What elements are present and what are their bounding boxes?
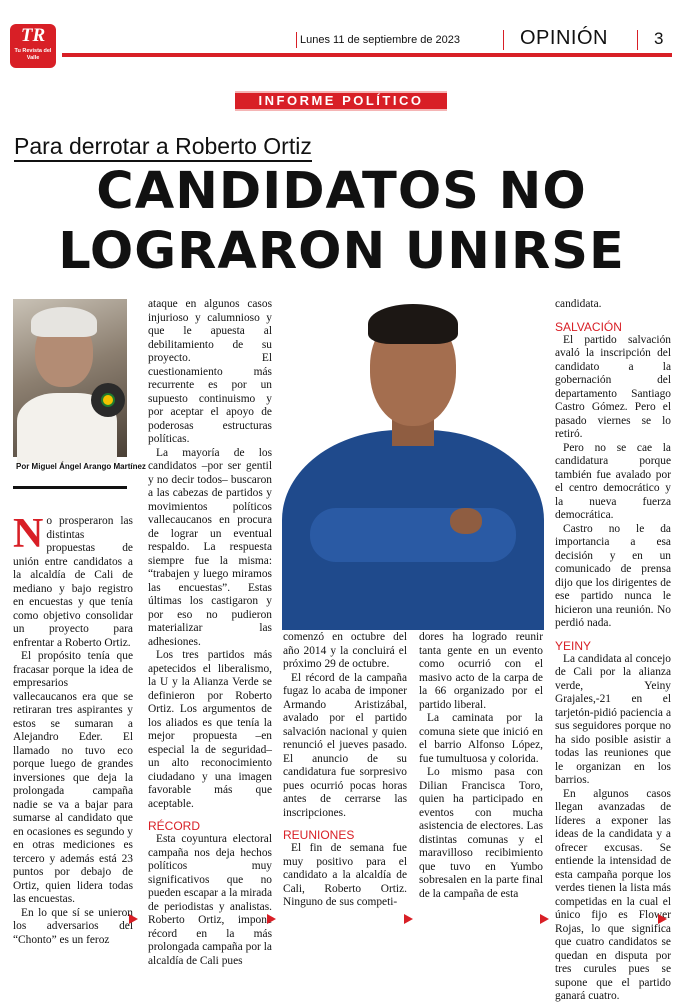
continue-arrow-icon xyxy=(540,914,549,924)
author-photo xyxy=(13,299,127,457)
logo-subtitle: Tu Revista del Valle xyxy=(14,48,52,61)
kicker-banner xyxy=(235,91,447,111)
paragraph: La candidata al concejo de Cali por la alianza verde, Yeiny Grajales,-21 en el tarjetón-pidió paciencia a sus seguidores porque no ha sido posible asistir a todas las reuniones que le organizan en los barrios. xyxy=(555,652,671,786)
issue-date: Lunes 11 de septiembre de 2023 xyxy=(300,34,461,46)
masthead xyxy=(0,0,683,64)
article-subhead: Para derrotar a Roberto Ortiz xyxy=(14,132,312,162)
paragraph: El propósito tenía que fracasar porque la idea de empresarios vallecaucanos era que se retiraran tres aspirantes y estos se sumaran a Alejandro Eder. El llamado no tuvo eco porque luego de grandes inversiones que deja la prolongada campaña nadie se va a bajar para sumarse al candidato que en ocasiones es segundo y en otras mediciones es tercero y además está 23 puntos por debajo de Ortiz, quien lidera todas las encuestas. xyxy=(13,650,133,905)
article-headline xyxy=(0,162,683,282)
paragraph: ataque en algunos casos injurioso y calumnioso y que le apuesta al debilitamiento de su proyecto. El cuestionamiento más recurrente es por un supuesto continuismo y por aceptar el apoyo de poderosas estructuras políticas. xyxy=(148,298,272,445)
page-number: 3 xyxy=(654,29,664,48)
column-4 xyxy=(419,631,543,901)
paragraph: dores ha logrado reunir tanta gente en un evento como ocurrió con el masivo acto de la carpa de la 66 organizado por el partido liberal. xyxy=(419,631,543,711)
paragraph: En algunos casos llegan avanzadas de líderes a exponer las ideas de la candidata y a ofrecer excusas. Se entiende la intensidad de esta campaña porque los verdes tienen la lista más competidas en la cual el único fijo es Flower Rojas, lo que significa que cuatro candidatos se quedan en disputa por tres curules pues se supone que el partido ganará cuatro. xyxy=(555,787,671,1002)
drop-cap: N xyxy=(13,511,44,557)
byline: Por Miguel Ángel Arango Martínez xyxy=(16,462,146,471)
paragraph: El partido salvación avaló la inscripción del candidato a la gobernación del departamento Santiago Castro Gómez. Pero el pasado viernes se lo retiró. xyxy=(555,333,671,440)
paragraph: En lo que sí se unieron los adversarios del “Chonto” es un feroz xyxy=(13,906,133,946)
paragraph: Pero no se cae la candidatura porque también fue avalado por el centro democrático y la nueva fuerza democrática. xyxy=(555,441,671,521)
paragraph: El récord de la campaña fugaz lo acaba de imponer Armando Aristizábal, avalado por el partido salvación nacional y quien renunció el jueves pasado. El anuncio de su candidatura fue sorpresivo pues ocurrió pocas horas antes de cerrarse las inscripciones. xyxy=(283,671,407,819)
paragraph: Lo mismo pasa con Dilian Francisca Toro, quien ha participado en eventos con mucha asistencia de electores. Las distintas comunas y el maravilloso recibimiento que tuvo en Yumbo sobresalen en la parte final de la campaña de esta xyxy=(419,766,543,900)
paragraph: Esta coyuntura electoral campaña nos deja hechos políticos muy significativos que no pueden escapar a la mirada de periodistas y analistas. Roberto Ortiz, impone récord en la más prolongada campaña por la alcaldía de Cali pues xyxy=(148,833,272,967)
paragraph: La caminata por la comuna siete que inició en el barrio Alfonso López, fue tumultuosa y colorida. xyxy=(419,712,543,765)
header-rule xyxy=(62,53,672,57)
paragraph: o prosperaron las distintas propuestas de unión entre candidatos a la alcaldía de Cali de mediano y bajo registro en encuestas y que tenía como objetivo consolidar un proyecto para enfrentar a Roberto Ortiz. xyxy=(13,515,133,649)
continue-arrow-icon xyxy=(658,914,667,924)
section-heading-salvacion: SALVACIÓN xyxy=(555,319,622,334)
section-heading-record: RÉCORD xyxy=(148,819,201,833)
paragraph: candidata. xyxy=(555,298,602,310)
continue-arrow-icon xyxy=(404,914,413,924)
section-heading-yeiny: YEINY xyxy=(555,638,592,653)
continue-arrow-icon xyxy=(129,914,138,924)
header-divider xyxy=(503,30,504,50)
headline-line-2: LOGRARON UNIRSE xyxy=(58,222,625,281)
column-3 xyxy=(283,631,407,910)
column-2 xyxy=(148,298,272,968)
paragraph: Castro no le da importancia a esa decisión y en un comunicado de prensa dijo que los dirigentes de ese partido nunca le hicieron una reunión. No perdió nada. xyxy=(555,522,671,629)
paragraph: comenzó en octubre del año 2014 y la concluirá el próximo 29 de octubre. xyxy=(283,631,407,670)
section-heading-reuniones: REUNIONES xyxy=(283,828,355,842)
header-divider xyxy=(637,30,638,50)
kicker-label: INFORME POLÍTICO xyxy=(258,93,424,108)
microphone-icon xyxy=(91,383,125,417)
column-1 xyxy=(13,511,133,947)
section-name: OPINIÓN xyxy=(520,27,608,49)
byline-rule xyxy=(13,486,127,489)
logo-mark: TR xyxy=(20,25,46,46)
paragraph: La mayoría de los candidatos –por ser gentil y no decir todos– buscaron a las cabezas de partidos y movimientos políticos vallecaucanos en procura de lograr un eventual respaldo. La respuesta siempre fue la misma: “trabajen y luego miramos las encuestas”. Estas últimas los castigaron y por eso no pudieron materializar las adhesiones. xyxy=(148,446,272,648)
paragraph: Los tres partidos más apetecidos el liberalismo, la U y la Alianza Verde se definieron por Roberto Ortiz. Los argumentos de los aliados es que tenía la mejor propuesta –en especial la de seguridad– un alto reconocimiento ciudadano y una imagen favorable más que aceptable. xyxy=(148,649,272,810)
candidate-photo xyxy=(282,298,544,624)
header-divider xyxy=(296,32,297,48)
headline-line-1: CANDIDATOS NO xyxy=(96,162,587,221)
publication-logo xyxy=(10,24,56,68)
column-5 xyxy=(555,298,671,1004)
continue-arrow-icon xyxy=(267,914,276,924)
paragraph: El fin de semana fue muy positivo para el candidato a la alcaldía de Cali, Roberto Ortiz. Ninguno de sus competi- xyxy=(283,842,407,908)
